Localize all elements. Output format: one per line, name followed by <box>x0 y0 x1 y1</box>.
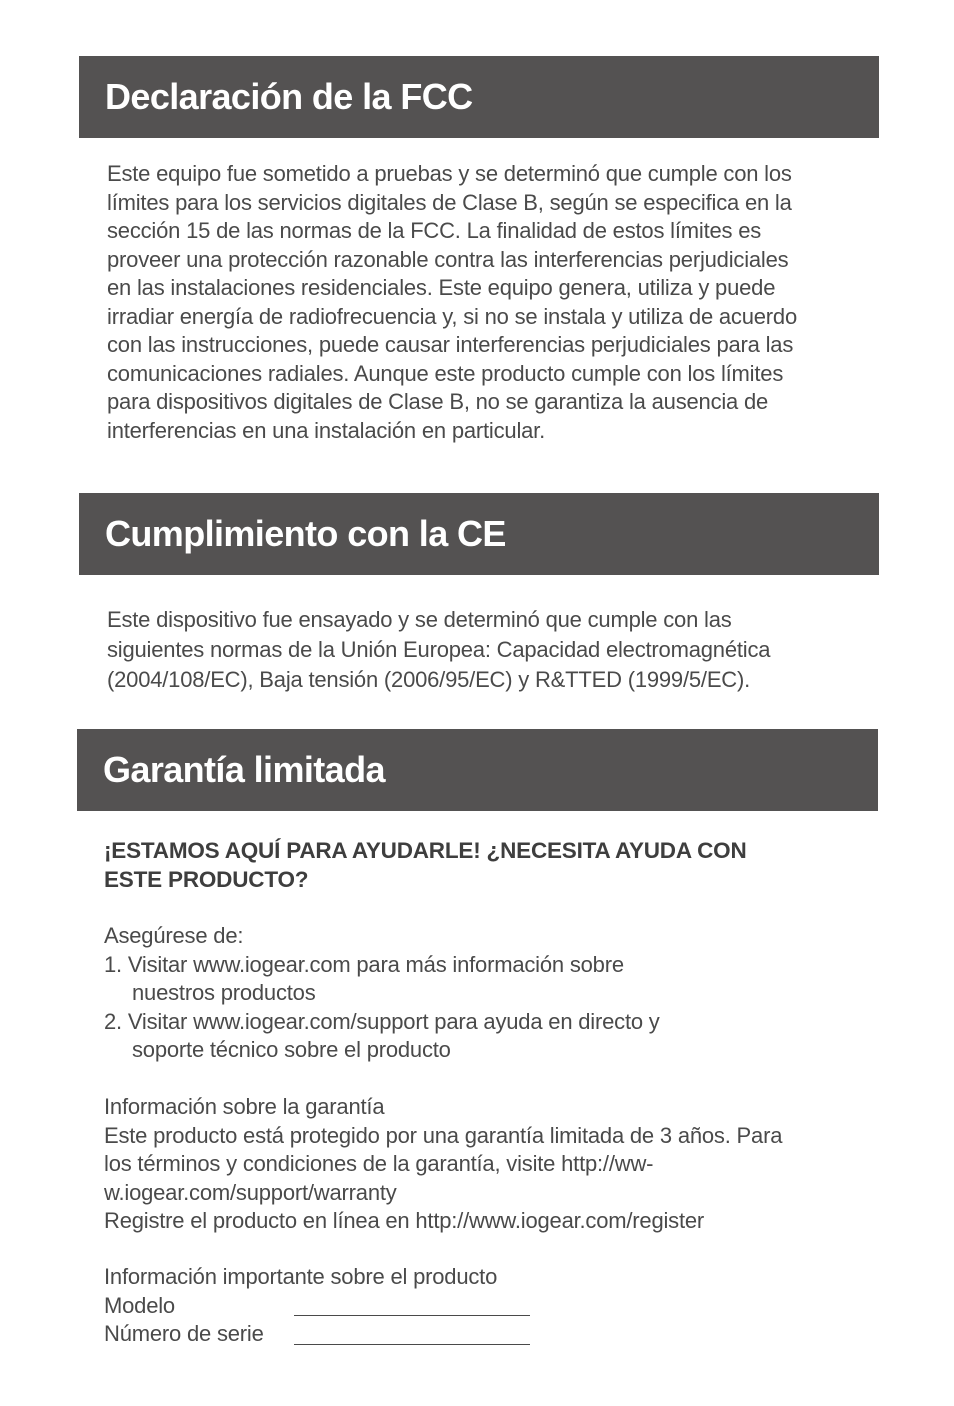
model-row <box>104 1292 530 1321</box>
product-info <box>104 1263 530 1349</box>
fcc-line: en las instalaciones residenciales. Este equipo genera, utiliza y puede <box>107 275 776 300</box>
help-line: ¡ESTAMOS AQUÍ PARA AYUDARLE! ¿NECESITA AYUDA CON <box>104 838 747 863</box>
ce-header-band <box>79 493 879 575</box>
ensure-label: Asegúrese de: <box>104 923 244 948</box>
fcc-line: proveer una protección razonable contra las interferencias perjudiciales <box>107 246 789 272</box>
fcc-paragraph <box>107 160 797 445</box>
fcc-line: sección 15 de las normas de la FCC. La finalidad de estos límites es <box>107 218 762 243</box>
warranty-info <box>104 1093 782 1236</box>
fcc-line: Este equipo fue sometido a pruebas y se determinó que cumple con los <box>107 161 792 186</box>
serial-row <box>104 1320 530 1349</box>
register-line: Registre el producto en línea en http://www.iogear.com/register <box>104 1208 705 1233</box>
fcc-line: irradiar energía de radiofrecuencia y, si no se instala y utiliza de acuerdo <box>107 303 798 329</box>
step-line: 1. Visitar www.iogear.com para más información sobre <box>104 951 624 977</box>
ce-line: Este dispositivo fue ensayado y se determinó que cumple con las <box>107 607 732 632</box>
ce-line: siguientes normas de la Unión Europea: Capacidad electromagnética <box>107 637 771 662</box>
step-line: 2. Visitar www.iogear.com/support para ayuda en directo y <box>104 1008 660 1034</box>
ce-paragraph <box>107 605 770 695</box>
fcc-line: interferencias en una instalación en particular. <box>107 417 546 443</box>
fcc-title: Declaración de la FCC <box>105 76 473 117</box>
step-line-cont: nuestros productos <box>132 980 316 1005</box>
step-line-cont: soporte técnico sobre el producto <box>132 1037 451 1062</box>
fcc-line: comunicaciones radiales. Aunque este producto cumple con los límites <box>107 360 784 386</box>
serial-blank-line <box>294 1324 530 1345</box>
warranty-info-line: w.iogear.com/support/warranty <box>104 1179 397 1205</box>
help-heading <box>104 837 747 894</box>
fcc-header-band <box>79 56 879 138</box>
warranty-info-line: Información sobre la garantía <box>104 1094 385 1119</box>
help-line: ESTE PRODUCTO? <box>104 866 309 892</box>
warranty-header-band <box>77 729 878 811</box>
fcc-line: con las instrucciones, puede causar interferencias perjudiciales para las <box>107 332 794 357</box>
fcc-line: para dispositivos digitales de Clase B, no se garantiza la ausencia de <box>107 389 769 414</box>
ce-line: (2004/108/EC), Baja tensión (2006/95/EC) y R&TTED (1999/5/EC). <box>107 667 751 692</box>
serial-label: Número de serie <box>104 1321 264 1346</box>
model-label: Modelo <box>104 1292 175 1318</box>
warranty-info-line: los términos y condiciones de la garantía, visite http://ww- <box>104 1151 654 1176</box>
ce-title: Cumplimiento con la CE <box>105 513 506 554</box>
fcc-line: límites para los servicios digitales de Clase B, según se especifica en la <box>107 189 792 215</box>
support-steps <box>104 922 660 1065</box>
warranty-title: Garantía limitada <box>103 749 385 790</box>
warranty-info-line: Este producto está protegido por una garantía limitada de 3 años. Para <box>104 1122 783 1148</box>
product-info-title: Información importante sobre el producto <box>104 1264 498 1289</box>
model-blank-line <box>294 1295 530 1316</box>
